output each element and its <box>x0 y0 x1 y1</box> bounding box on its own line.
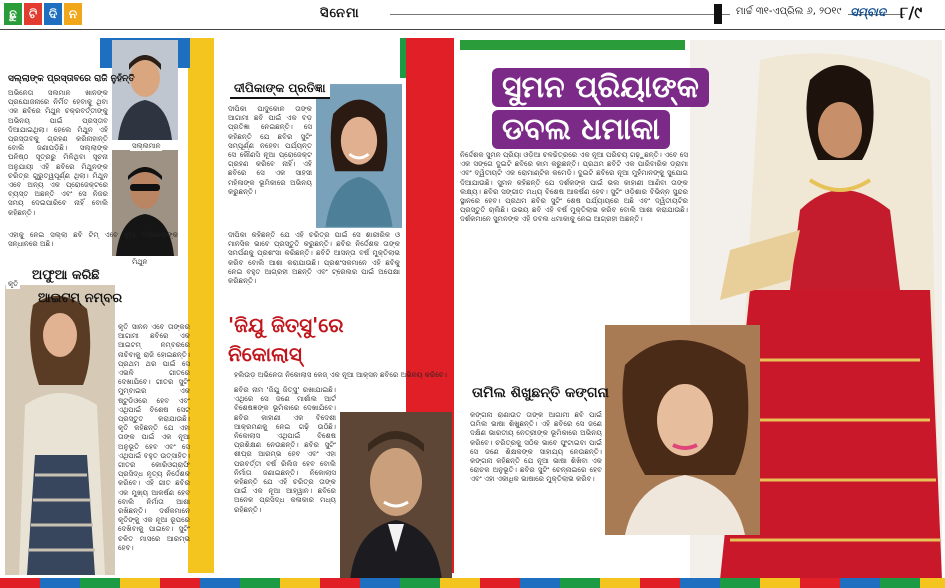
salman-caption: ସଲ୍ଲମାନ <box>132 142 161 150</box>
cage-headline-line1: 'ଜିଯୁ ଜିତ୍‌ସୁ'ରେ <box>228 313 344 337</box>
portrait-icon <box>316 84 402 228</box>
kriti-caption: କୃତି <box>8 280 19 288</box>
nicolas-cage-photo <box>340 412 452 580</box>
kangana-headline: ତାମିଲ ଶିଖୁଛନ୍ତି କଙ୍ଗନା <box>472 385 609 401</box>
cage-headline-line2: ନିକୋଲାସ୍ <box>228 342 302 366</box>
section-title: ସିନେମା <box>320 6 360 21</box>
brand-letter: ଦି <box>44 3 62 25</box>
paper-logo: ସମ୍ବାଦ <box>850 5 886 19</box>
green-band <box>400 38 406 78</box>
issue-date: ମାର୍ଚ୍ଚ ୩୧-ଏପ୍ରିଲ ୬, ୨୦୧୯ <box>730 6 848 17</box>
yellow-band <box>188 38 214 573</box>
salman-photo <box>112 40 178 140</box>
footer-stripe <box>0 578 945 588</box>
green-accent-bar <box>460 40 685 50</box>
suman-article-body: ନିର୍ଦ୍ଦେଶକ ସୁମନ ପ୍ରିୟା ଓଡ଼ିଆ ଚଳଚ୍ଚିତ୍ରରେ ଏକ ନୂଆ ପରିଚୟ ଗଢ଼ୁଛନ୍ତି। ଏବେ ସେ ଏକ ସଙ୍ଗେ ଦୁଇଟି ଛବିରେ କାମ କରୁଛନ୍ତି। ପ୍ରଥମ ଛବିଟି ଏକ ପାରିବାରିକ ଡ୍ରାମା ଏବଂ ଦ୍ୱିତୀୟଟି ଏକ ରୋମାଣ୍ଟିକ କମେଡି। ଦୁଇଟି ଛବିରେ ନୂଆ ମୁହଁମାନଙ୍କୁ ସୁଯୋଗ ଦିଆଯାଉଛି। ସୁମନ କହିଛନ୍ତି ଯେ ଦର୍ଶକଙ୍କ ପାଇଁ ଭଲ କାହାଣୀ ଆଣିବା ତାଙ୍କ ଲକ୍ଷ୍ୟ। ଛବିର ସଙ୍ଗୀତ ମଧ୍ୟ ବିଶେଷ ଆକର୍ଷଣ ହେବ। ସୁଟିଂ ଓଡ଼ିଶାର ବିଭିନ୍ନ ସୁନ୍ଦର ସ୍ଥାନରେ ହେବ। ପ୍ରଥମ ଛବିର ସୁଟିଂ ଶେଷ ପର୍ଯ୍ୟାୟରେ ଅଛି ଏବଂ ଦ୍ୱିତୀୟଟିର ପ୍ରସ୍ତୁତି ଚାଲିଛି। ଉଭୟ ଛବି ଏହି ବର୍ଷ ମୁକ୍ତିଲାଭ କରିବ ବୋଲି ଆଶା କରାଯାଉଛି। ଦର୍ଶକମାନେ ସୁମନଙ୍କ ଏହି ଡବଲ ଧମାକାକୁ ନେଇ ଆଗ୍ରହୀ ଅଛନ୍ତି। <box>460 150 688 224</box>
kriti-article-body: କୃତି ସାନନ ଏବେ ତାଙ୍କର ଆଗାମୀ ଛବିରେ ଏକ ଆଇଟମ୍ ନମ୍ବରରେ ନାଚିବାକୁ ରାଜି ହୋଇଛନ୍ତି। ପ୍ରଥମ ଥର ପାଇଁ ସେ ଏଭଳି ଗୀତରେ ଦେଖାଯିବେ। ଗୀତର ସୁଟିଂ ମୁମ୍ବାଇର ଏକ ଷ୍ଟୁଡିଓରେ ହେବ ଏବଂ ଏଥିପାଇଁ ବିଶେଷ ସେଟ୍ ପ୍ରସ୍ତୁତ କରାଯାଉଛି। କୃତି କହିଛନ୍ତି ଯେ ଏହା ତାଙ୍କ ପାଇଁ ଏକ ନୂଆ ଅନୁଭୂତି ହେବ ଏବଂ ସେ ଏଥିପାଇଁ ବହୁତ ଉତ୍ସାହିତ। ଗୀତର କୋରିଓଗ୍ରାଫି ପ୍ରସିଦ୍ଧ ନୃତ୍ୟ ନିର୍ଦ୍ଦେଶକ କରିବେ। ଏହି ଗୀତ ଛବିର ଏକ ମୁଖ୍ୟ ଆକର୍ଷଣ ହେବ ବୋଲି ନିର୍ମାତା ଆଶା ରଖିଛନ୍ତି। ଦର୍ଶକମାନେ କୃତିଙ୍କୁ ଏକ ନୂଆ ରୂପରେ ଦେଖିବାକୁ ପାଇବେ। ସୁଟିଂ ଚଳିତ ମାସରେ ଆରମ୍ଭ ହେବ। <box>118 322 190 552</box>
brand-letter: ନ <box>64 3 82 25</box>
portrait-icon <box>112 40 178 140</box>
deepika-article-continued: ଦୀପିକା କହିଛନ୍ତି ଯେ ଏହି ଚରିତ୍ର ପାଇଁ ସେ ଶାରୀରିକ ଓ ମାନସିକ ଭାବେ ପ୍ରସ୍ତୁତି କରୁଛନ୍ତି। ଛବିର ନିର୍ଦ୍ଦେଶକ ତାଙ୍କ ସମର୍ପଣକୁ ପ୍ରଶଂସା କରିଛନ୍ତି। ଛବିଟି ଆସନ୍ତା ବର୍ଷ ମୁକ୍ତିଲାଭ କରିବ ବୋଲି ଆଶା କରାଯାଉଛି। ପ୍ରଶଂସକମାନେ ଏହି ଛବିକୁ ନେଇ ବହୁତ ଆଗ୍ରହୀ ଅଛନ୍ତି ଏବଂ ଟ୍ରେଲର ପାଇଁ ଅପେକ୍ଷା କରିଛନ୍ତି। <box>228 230 400 286</box>
portrait-icon <box>340 412 452 580</box>
kangana-article-body: କଙ୍ଗନା ରାଣାଉତ ତାଙ୍କ ଆଗାମୀ ଛବି ପାଇଁ ତାମିଲ ଭାଷା ଶିଖୁଛନ୍ତି। ଏହି ଛବିରେ ସେ ଜଣେ ଦକ୍ଷିଣ ଭାରତୀୟ ନେତ୍ରୀଙ୍କ ଭୂମିକାରେ ଅଭିନୟ କରିବେ। ଚରିତ୍ରକୁ ସଠିକ ଭାବେ ଫୁଟାଇବା ପାଇଁ ସେ ଜଣେ ଶିକ୍ଷକଙ୍କ ସାହାଯ୍ୟ ନେଉଛନ୍ତି। କଙ୍ଗନା କହିଛନ୍ତି ଯେ ନୂଆ ଭାଷା ଶିଖିବା ଏକ ରୋଚକ ଅନୁଭୂତି। ଛବିର ସୁଟିଂ ଚେନ୍ନାଇରେ ହେବ ଏବଂ ଏହା ଏକାଧିକ ଭାଷାରେ ମୁକ୍ତିଲାଭ କରିବ। <box>470 410 602 484</box>
page-number: ୮/୯ <box>900 3 923 22</box>
salman-headline: ସଲ୍ଲାଙ୍କ ପ୍ରସ୍ତାବରେ ରାଜି ନୁହଁନ୍ତି <box>8 74 135 84</box>
deepika-article-body: ଦୀପିକା ପାଦୁକୋନ ତାଙ୍କ ଆଗାମୀ ଛବି ପାଇଁ ଏକ ବଡ଼ ପ୍ରତିଜ୍ଞା ନେଇଛନ୍ତି। ସେ କହିଛନ୍ତି ଯେ ଛବିର ସୁଟିଂ ସମ୍ପୂର୍ଣ୍ଣ ନହେବା ପର୍ଯ୍ୟନ୍ତ ସେ କୌଣସି ନୂଆ ପ୍ରୋଜେକ୍ଟ ଗ୍ରହଣ କରିବେ ନାହିଁ। ଏହି ଛବିରେ ସେ ଏକ ସାହସୀ ମହିଳାଙ୍କ ଭୂମିକାରେ ଅଭିନୟ କରୁଛନ୍ତି। <box>228 104 312 196</box>
deepika-photo <box>314 82 404 230</box>
date-marker <box>714 4 722 24</box>
kriti-headline-line2: ଆଇଟମ୍ ନମ୍ବର <box>38 291 123 306</box>
portrait-icon <box>5 285 115 575</box>
deepika-headline: ଦୀପିକାଙ୍କ ପ୍ରତିଜ୍ଞା <box>230 80 330 99</box>
brand-logo <box>4 3 82 25</box>
suman-headline-line2: ଡବଲ ଧମାକା <box>492 110 670 149</box>
salman-article-tail: ଏହାକୁ ନେଇ ସଲ୍ଲା ଛବି ଟିମ୍ ଏବେ ନୂଆ ଅଭିନେତାଙ୍କ ସନ୍ଧାନରେ ଅଛି। <box>8 230 178 249</box>
salman-article-body: ଅଭିନେତା ସଲମାନ ଖାନଙ୍କ ପ୍ରଯୋଜନାରେ ନିର୍ମିତ ହେବାକୁ ଥିବା ଏକ ଛବିରେ ମିଥୁନ ଚକ୍ରବର୍ତ୍ତୀଙ୍କୁ ଅଭିନୟ ପାଇଁ ପ୍ରସ୍ତାବ ଦିଆଯାଇଥିଲା। ହେଲେ ମିଥୁନ ଏହି ପ୍ରସ୍ତାବକୁ ଗ୍ରହଣ କରିନାହାନ୍ତି ବୋଲି ଜଣାପଡ଼ିଛି। ସଲ୍ଲାଙ୍କ ଘନିଷ୍ଠ ସୂତ୍ରରୁ ମିଳିଥିବା ସୂଚନା ଅନୁଯାୟୀ ଏହି ଛବିରେ ମିଥୁନଙ୍କ ଚରିତ୍ର ଗୁରୁତ୍ୱପୂର୍ଣ୍ଣ ଥିଲା। ମିଥୁନ ଏବେ ଅନ୍ୟ ଏକ ପ୍ରୋଜେକ୍ଟରେ ବ୍ୟସ୍ତ ଅଛନ୍ତି ଏବଂ ସେ ନିଜର ସମୟ ଦେଇପାରିବେ ନାହିଁ ବୋଲି କହିଛନ୍ତି। <box>8 88 108 217</box>
kriti-photo <box>5 285 115 575</box>
mithun-caption: ମିଥୁନ <box>132 258 148 266</box>
suman-headline-line1: ସୁମନ ପ୍ରିୟାଙ୍କ <box>492 68 709 107</box>
cage-article-lead: ହଲିଉଡ଼ ଅଭିନେତା ନିକୋଲାସ କେଜ୍ ଏକ ନୂଆ ଆକ୍ସନ ଛବିରେ ଅଭିନୟ କରିବେ। <box>234 370 447 379</box>
brand-letter: ଟି <box>24 3 42 25</box>
page-header <box>0 0 945 30</box>
cage-article-body: ଛବିର ନାମ 'ଜିଯୁ ଜିତ୍‌ସୁ' ରଖାଯାଇଛି। ଏଥିରେ ସେ ଜଣେ ମାର୍ଶାଲ ଆର୍ଟ ବିଶେଷଜ୍ଞଙ୍କ ଭୂମିକାରେ ଦେଖାଯିବେ। ଛବିର କାହାଣୀ ଏକ ବିଦେଶୀ ଆକ୍ରମଣକୁ ନେଇ ଗଢ଼ି ଉଠିଛି। ନିକୋଲାସ ଏଥିପାଇଁ ବିଶେଷ ପ୍ରଶିକ୍ଷଣ ନେଉଛନ୍ତି। ଛବିର ସୁଟିଂ ଶୀଘ୍ର ଆରମ୍ଭ ହେବ ଏବଂ ଏହା ପରବର୍ତ୍ତୀ ବର୍ଷ ରିଲିଜ ହେବ ବୋଲି ନିର୍ମାତା ଜଣାଇଛନ୍ତି। ନିକୋଲାସ କହିଛନ୍ତି ଯେ ଏହି ଚରିତ୍ର ତାଙ୍କ ପାଇଁ ଏକ ନୂଆ ଆହ୍ୱାନ। ଛବିରେ ଅନେକ ପ୍ରସିଦ୍ଧ କଳାକାର ମଧ୍ୟ ରହିଛନ୍ତି। <box>234 385 336 514</box>
brand-letter: ଛୁ <box>4 3 22 25</box>
kriti-headline-line1: ଅଫୁଆ କରିଛି <box>32 268 100 283</box>
